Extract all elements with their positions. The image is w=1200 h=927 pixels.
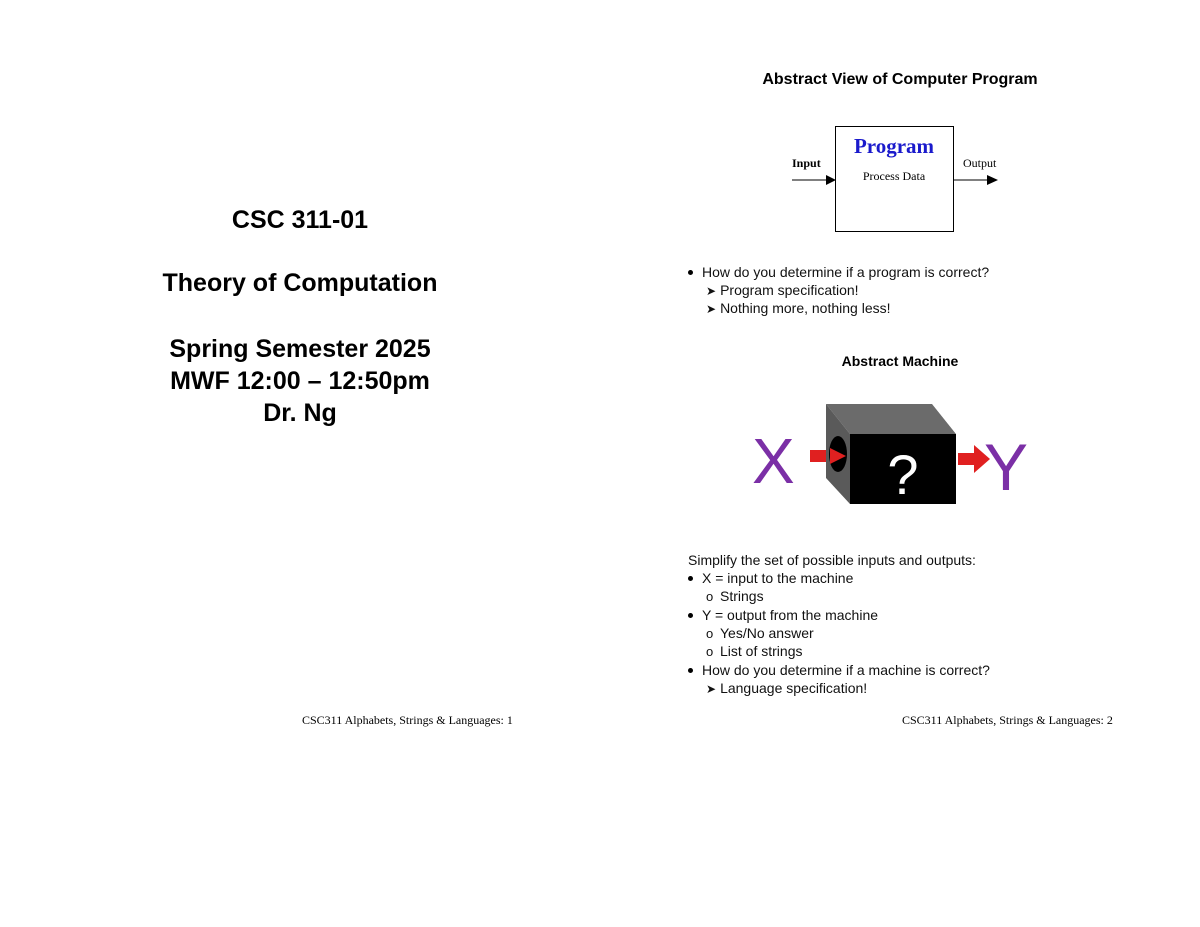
list-subitem: ➤ Nothing more, nothing less! — [706, 300, 891, 316]
instructor: Dr. Ng — [263, 399, 337, 427]
circle-bullet-icon: o — [706, 589, 714, 604]
input-x-letter: X — [752, 425, 795, 497]
arrow-bullet-icon: ➤ — [706, 682, 717, 696]
heading-abstract-view: Abstract View of Computer Program — [762, 71, 1038, 88]
bullet-icon — [688, 270, 693, 275]
bullet-icon — [688, 576, 693, 581]
schedule: MWF 12:00 – 12:50pm — [170, 367, 430, 395]
heading-abstract-machine: Abstract Machine — [841, 353, 959, 369]
arrow-bullet-icon: ➤ — [706, 284, 717, 298]
program-title: Program — [853, 134, 935, 158]
arrow-bullet-icon: ➤ — [706, 302, 717, 316]
list-subitem: o List of strings — [706, 642, 802, 662]
simplify-intro: Simplify the set of possible inputs and outputs: — [688, 552, 976, 568]
footer-page-1: CSC311 Alphabets, Strings & Languages: 1 — [302, 713, 513, 727]
course-code: CSC 311-01 — [231, 206, 369, 234]
list-item: Y = output from the machine — [688, 606, 878, 625]
input-arrow-icon — [826, 175, 836, 185]
course-title: Theory of Computation — [162, 269, 438, 297]
course-details — [100, 333, 500, 429]
bullet-icon — [688, 613, 693, 618]
output-arrow-icon — [987, 175, 998, 185]
circle-bullet-icon: o — [706, 626, 714, 641]
semester: Spring Semester 2025 — [169, 335, 431, 363]
program-subtitle: Process Data — [862, 169, 926, 183]
circle-bullet-icon: o — [706, 644, 714, 659]
list-item: How do you determine if a program is correct? — [688, 263, 989, 282]
bullet-icon — [688, 668, 693, 673]
list-subitem: o Yes/No answer — [706, 624, 814, 644]
output-y-letter: Y — [984, 430, 1029, 504]
list-subitem: ➤ Program specification! — [706, 282, 859, 298]
program-diagram — [780, 118, 1020, 238]
question-mark-icon: ? — [887, 443, 919, 506]
output-label: Output — [963, 156, 997, 170]
abstract-machine-illustration — [748, 398, 1048, 510]
list-item: X = input to the machine — [688, 569, 853, 588]
list-item: How do you determine if a machine is correct? — [688, 661, 990, 680]
list-subitem: o Strings — [706, 587, 764, 607]
list-subitem: ➤ Language specification! — [706, 680, 868, 696]
footer-page-2: CSC311 Alphabets, Strings & Languages: 2 — [902, 713, 1113, 727]
input-label: Input — [792, 156, 821, 170]
